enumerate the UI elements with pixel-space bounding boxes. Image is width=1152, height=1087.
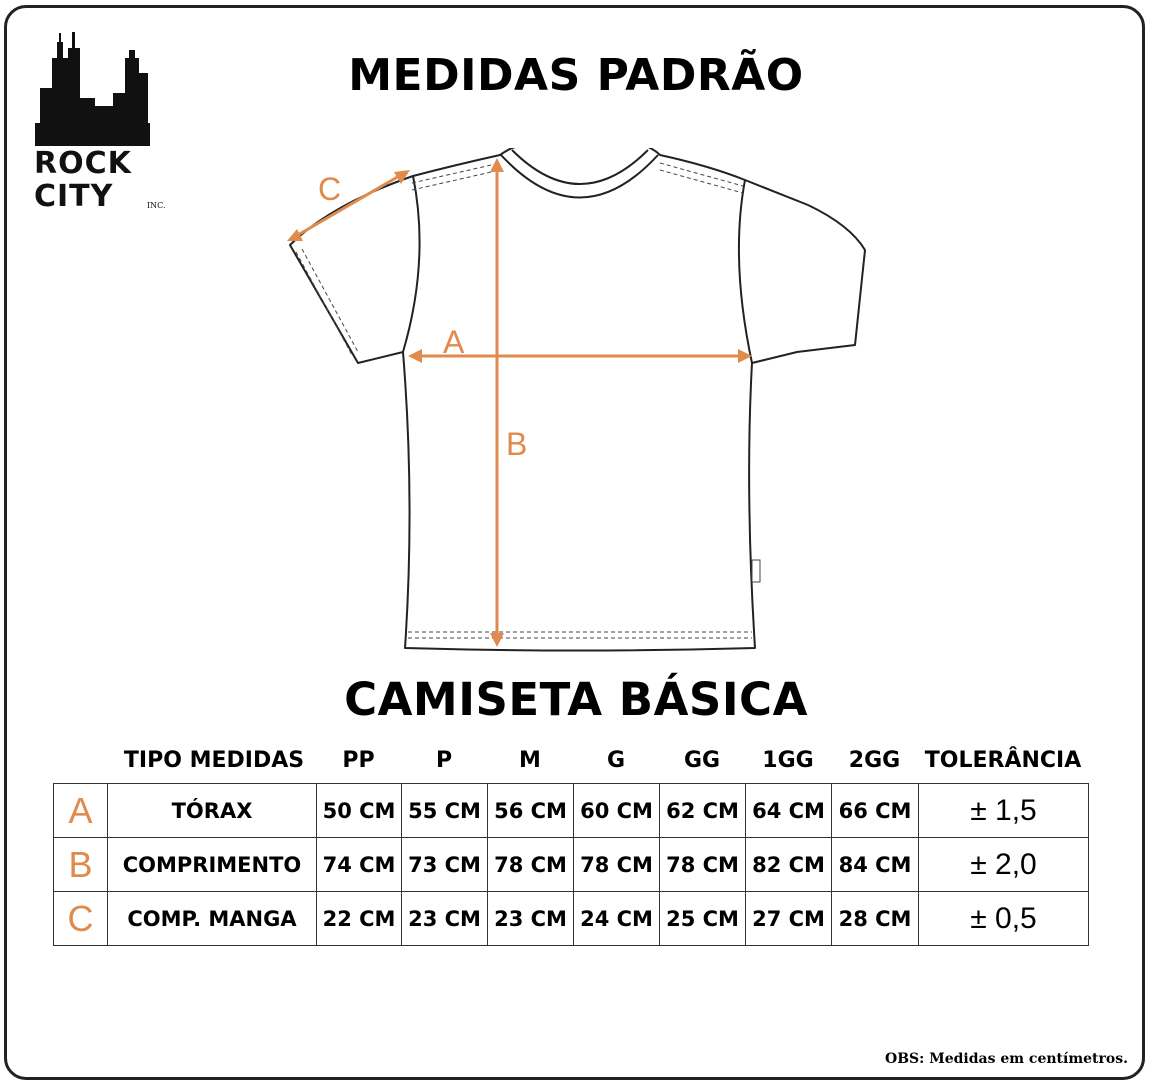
table-cell: 22 CM <box>317 892 402 946</box>
table-row <box>54 838 1089 892</box>
table-cell: 78 CM <box>660 838 746 892</box>
header-size-p: P <box>435 748 453 773</box>
table-cell: 24 CM <box>574 892 660 946</box>
header-tolerance: TOLERÂNCIA <box>924 748 1082 773</box>
table-row <box>54 892 1089 946</box>
table-row <box>54 784 1089 838</box>
header-size-1gg: 1GG <box>762 748 814 773</box>
header-size-g: G <box>606 748 626 773</box>
row-letter: B <box>54 838 108 892</box>
size-table <box>53 783 1089 946</box>
table-cell: 55 CM <box>402 784 488 838</box>
table-cell: 60 CM <box>574 784 660 838</box>
tshirt-diagram <box>280 148 880 654</box>
tolerance-cell: ± 1,5 <box>919 784 1089 838</box>
label-b: B <box>506 426 528 462</box>
table-cell: 25 CM <box>660 892 746 946</box>
logo-suffix: INC. <box>147 201 166 210</box>
table-cell: 62 CM <box>660 784 746 838</box>
tolerance-cell: ± 2,0 <box>919 838 1089 892</box>
row-letter: A <box>54 784 108 838</box>
header-size-pp: PP <box>342 748 375 773</box>
header-type: TIPO MEDIDAS <box>123 748 305 773</box>
table-cell: 28 CM <box>832 892 919 946</box>
header-size-gg: GG <box>683 748 721 773</box>
table-cell: 64 CM <box>746 784 832 838</box>
table-cell: 73 CM <box>402 838 488 892</box>
table-cell: 50 CM <box>317 784 402 838</box>
page-title: MEDIDAS PADRÃO <box>348 50 804 101</box>
table-cell: 84 CM <box>832 838 919 892</box>
row-name: COMP. MANGA <box>108 892 317 946</box>
footnote: OBS: Medidas em centímetros. <box>885 1051 1128 1067</box>
table-cell: 78 CM <box>574 838 660 892</box>
table-cell: 82 CM <box>746 838 832 892</box>
table-cell: 66 CM <box>832 784 919 838</box>
label-c: C <box>318 171 342 207</box>
header-size-2gg: 2GG <box>848 748 901 773</box>
logo-line1: ROCK <box>34 146 132 181</box>
logo-line2: CITY <box>34 179 114 213</box>
table-cell: 74 CM <box>317 838 402 892</box>
tolerance-cell: ± 0,5 <box>919 892 1089 946</box>
row-letter: C <box>54 892 108 946</box>
product-title: CAMISETA BÁSICA <box>344 673 808 726</box>
header-size-m: M <box>519 748 541 773</box>
table-cell: 78 CM <box>488 838 574 892</box>
row-name: TÓRAX <box>108 784 317 838</box>
table-cell: 23 CM <box>402 892 488 946</box>
table-cell: 23 CM <box>488 892 574 946</box>
table-cell: 27 CM <box>746 892 832 946</box>
row-name: COMPRIMENTO <box>108 838 317 892</box>
label-a: A <box>443 324 465 360</box>
table-cell: 56 CM <box>488 784 574 838</box>
